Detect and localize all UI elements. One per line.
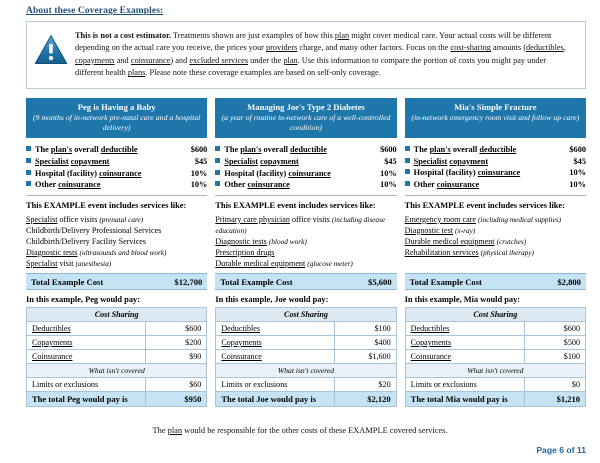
plan-cost-label: The plan's overall deductible <box>413 144 517 154</box>
not-covered-amount: $20 <box>335 378 396 392</box>
cost-sharing-body <box>405 308 585 407</box>
cost-sharing-table <box>405 307 586 407</box>
plan-cost-label: The plan's overall deductible <box>224 144 327 154</box>
total-pay-value: $1,210 <box>524 392 585 407</box>
cost-sharing-row <box>216 336 396 350</box>
plan-cost-row <box>215 144 396 156</box>
square-bullet-icon <box>215 146 220 151</box>
square-bullet-icon <box>405 158 410 163</box>
square-bullet-icon <box>405 181 410 186</box>
cost-sharing-amount: $100 <box>335 322 396 336</box>
cost-sharing-body <box>27 308 207 407</box>
square-bullet-icon <box>26 146 31 151</box>
cost-sharing-band-row <box>405 308 585 322</box>
total-example-cost-label: Total Example Cost <box>31 276 104 287</box>
would-pay-heading: In this example, Joe would pay: <box>215 295 329 304</box>
cost-sharing-row <box>27 322 207 336</box>
plan-cost-list <box>405 144 586 196</box>
not-covered-band-label: What isn't covered <box>27 364 207 378</box>
service-item: Specialist visit (anesthesia) <box>26 259 112 268</box>
service-item: Diagnostic tests (ultrasounds and blood work) <box>26 248 167 257</box>
service-item: Durable medical equipment (crutches) <box>404 236 527 246</box>
example-banner-subtitle: (in-network emergency room visit and follow up care) <box>411 113 580 123</box>
disclaimer-callout <box>26 21 586 89</box>
not-covered-name: Limits or exclusions <box>27 378 146 392</box>
services-heading: This EXAMPLE event includes services like: <box>215 201 376 211</box>
cost-sharing-amount: $400 <box>335 336 396 350</box>
page-number: Page 6 of 11 <box>536 445 586 455</box>
coverage-example-columns <box>26 98 586 407</box>
not-covered-row <box>27 378 207 392</box>
plan-cost-row <box>405 156 586 168</box>
would-pay-heading: In this example, Mia would pay: <box>404 295 521 304</box>
plan-cost-list <box>26 144 207 196</box>
not-covered-band-label: What isn't covered <box>216 364 396 378</box>
services-list <box>405 214 586 262</box>
cost-sharing-band-row <box>27 308 207 322</box>
cost-sharing-row <box>216 322 396 336</box>
page-title: About these Coverage Examples: <box>26 6 164 16</box>
cost-sharing-band-row <box>216 308 396 322</box>
plan-cost-label: Other coinsurance <box>224 180 290 190</box>
cost-sharing-amount: $90 <box>146 350 207 364</box>
not-covered-band-label: What isn't covered <box>405 364 585 378</box>
would-pay-heading: In this example, Peg would pay: <box>26 295 141 304</box>
example-banner-title: Peg is Having a Baby <box>77 101 156 112</box>
cost-sharing-amount: $500 <box>524 336 585 350</box>
plan-cost-value: 10% <box>380 168 397 178</box>
plan-cost-value: $600 <box>190 144 208 154</box>
example-banner-subtitle: (9 months of in-network pre-natal care and a hospital delivery) <box>32 113 201 133</box>
square-bullet-icon <box>215 158 220 163</box>
service-item: Specialist office visits (prenatal care) <box>26 215 144 224</box>
service-item: Emergency room care (including medical supplies) <box>404 214 562 224</box>
plan-cost-value: 10% <box>190 180 208 190</box>
plan-cost-label: Hospital (facility) coinsurance <box>224 168 331 178</box>
cost-sharing-row <box>27 350 207 364</box>
total-example-cost-row <box>26 273 207 290</box>
cost-sharing-name: Deductibles <box>405 322 524 336</box>
coverage-example-peg <box>26 98 207 407</box>
services-list <box>215 214 396 273</box>
service-item: Primary care physician office visits (including disease education) <box>215 215 386 235</box>
not-covered-band-row <box>405 364 585 378</box>
plan-cost-label: Specialist copayment <box>35 156 110 166</box>
total-example-cost-value: $5,600 <box>368 276 392 287</box>
plan-cost-value: 10% <box>190 168 208 178</box>
cost-sharing-band-label: Cost Sharing <box>405 308 585 322</box>
service-item: Childbirth/Delivery Facility Services <box>26 237 147 246</box>
not-covered-name: Limits or exclusions <box>405 378 524 392</box>
not-covered-band-row <box>27 364 207 378</box>
services-heading: This EXAMPLE event includes services like: <box>26 201 187 211</box>
not-covered-band-row <box>216 364 396 378</box>
plan-cost-row <box>26 179 207 191</box>
cost-sharing-name: Copayments <box>216 336 335 350</box>
services-heading: This EXAMPLE event includes services like: <box>404 200 565 210</box>
square-bullet-icon <box>26 181 31 186</box>
square-bullet-icon <box>26 158 31 163</box>
total-example-cost-row <box>215 273 396 290</box>
total-example-cost-row <box>405 273 586 290</box>
cost-sharing-body <box>216 308 396 407</box>
total-pay-label: The total Mia would pay is <box>405 392 524 407</box>
plan-cost-label: Other coinsurance <box>35 180 101 190</box>
plan-cost-label: Specialist copayment <box>224 156 299 166</box>
cost-sharing-row <box>405 322 585 336</box>
total-pay-value: $950 <box>146 392 207 407</box>
cost-sharing-band-label: Cost Sharing <box>216 308 396 322</box>
service-item: Prescription drugs <box>215 248 275 257</box>
disclaimer-text <box>75 30 575 80</box>
warning-triangle-icon <box>33 32 69 68</box>
disclaimer-body: Treatments shown are just examples of how this plan might cover medical care. Your actual costs will be different depending on the actual care you receive, the prices your providers charge, and many other factors. Focus on the cost-sharing amounts (deductibles, copayments and coinsurance) and excluded services under the plan. Use this information to compare the portion of costs you might pay under different health plans. Please note these coverage examples are based on self-only coverage. <box>75 31 566 78</box>
square-bullet-icon <box>215 170 220 175</box>
plan-cost-row <box>26 156 207 168</box>
cost-sharing-amount: $600 <box>146 322 207 336</box>
cost-sharing-amount: $200 <box>146 336 207 350</box>
plan-cost-label: The plan's overall deductible <box>35 144 138 154</box>
total-example-cost-value: $12,700 <box>174 276 203 287</box>
cost-sharing-name: Copayments <box>405 336 524 350</box>
cost-sharing-amount: $600 <box>524 322 585 336</box>
cost-sharing-band-label: Cost Sharing <box>27 308 207 322</box>
plan-cost-list <box>215 144 396 196</box>
square-bullet-icon <box>405 169 410 174</box>
plan-cost-row <box>405 179 586 191</box>
cost-sharing-name: Deductibles <box>216 322 335 336</box>
service-item: Diagnostic test (x-ray) <box>404 225 476 235</box>
service-item: Childbirth/Delivery Professional Services <box>26 226 162 235</box>
service-item: Durable medical equipment (glucose meter) <box>215 259 353 268</box>
square-bullet-icon <box>26 170 31 175</box>
total-pay-label: The total Joe would pay is <box>216 392 335 407</box>
total-pay-row <box>405 392 585 407</box>
plan-cost-row <box>215 179 396 191</box>
example-banner <box>26 98 207 138</box>
plan-cost-label: Other coinsurance <box>413 180 480 190</box>
plan-cost-value: 10% <box>380 180 397 190</box>
plan-cost-value: $600 <box>569 144 586 154</box>
not-covered-row <box>405 378 585 392</box>
cost-sharing-table <box>215 307 396 407</box>
cost-sharing-name: Coinsurance <box>405 350 524 364</box>
plan-cost-row <box>215 168 396 180</box>
plan-cost-label: Hospital (facility) coinsurance <box>35 168 142 178</box>
total-pay-value: $2,120 <box>335 392 396 407</box>
cost-sharing-amount: $100 <box>524 350 585 364</box>
cost-sharing-name: Coinsurance <box>27 350 146 364</box>
service-item: Rehabilitation services (physical therapy) <box>404 247 534 257</box>
not-covered-row <box>216 378 396 392</box>
plan-cost-label: Hospital (facility) coinsurance <box>413 168 521 178</box>
cost-sharing-amount: $1,600 <box>335 350 396 364</box>
square-bullet-icon <box>405 146 410 151</box>
example-banner-title: Mia's Simple Fracture <box>454 101 537 112</box>
coverage-example-mia <box>405 98 586 407</box>
cost-sharing-name: Coinsurance <box>216 350 335 364</box>
not-covered-name: Limits or exclusions <box>216 378 335 392</box>
total-pay-label: The total Peg would pay is <box>27 392 146 407</box>
cost-sharing-table <box>26 307 207 407</box>
plan-cost-row <box>26 144 207 156</box>
example-banner <box>215 98 396 138</box>
plan-cost-row <box>215 156 396 168</box>
plan-cost-row <box>26 168 207 180</box>
plan-cost-value: $45 <box>194 156 208 166</box>
cost-sharing-row <box>405 336 585 350</box>
total-pay-row <box>27 392 207 407</box>
example-banner-subtitle: (a year of routine in-network care of a well-controlled condition) <box>221 113 391 133</box>
service-item: Diagnostic tests (blood work) <box>215 237 307 246</box>
not-covered-amount: $0 <box>524 378 585 392</box>
not-covered-amount: $60 <box>146 378 207 392</box>
plan-cost-row <box>405 144 586 156</box>
plan-cost-value: $45 <box>384 156 397 166</box>
cost-sharing-row <box>216 350 396 364</box>
plan-cost-value: 10% <box>569 168 586 178</box>
plan-cost-value: 10% <box>569 180 586 190</box>
plan-cost-value: $600 <box>380 144 397 154</box>
footer-note: The plan would be responsible for the other costs of these EXAMPLE covered services. <box>152 426 448 435</box>
coverage-example-joe <box>215 98 396 407</box>
total-example-cost-label: Total Example Cost <box>220 276 293 287</box>
example-banner <box>405 98 586 138</box>
example-banner-title: Managing Joe's Type 2 Diabetes <box>247 101 365 112</box>
cost-sharing-row <box>405 350 585 364</box>
disclaimer-lead: This is not a cost estimator. <box>75 31 172 40</box>
total-pay-row <box>216 392 396 407</box>
plan-cost-label: Specialist copayment <box>413 156 489 166</box>
plan-cost-value: $45 <box>573 156 586 166</box>
total-example-cost-value: $2,800 <box>557 276 581 287</box>
cost-sharing-name: Deductibles <box>27 322 146 336</box>
plan-cost-row <box>405 167 586 179</box>
total-example-cost-label: Total Example Cost <box>409 276 482 287</box>
services-list <box>26 214 207 273</box>
cost-sharing-name: Copayments <box>27 336 146 350</box>
square-bullet-icon <box>215 181 220 186</box>
cost-sharing-row <box>27 336 207 350</box>
